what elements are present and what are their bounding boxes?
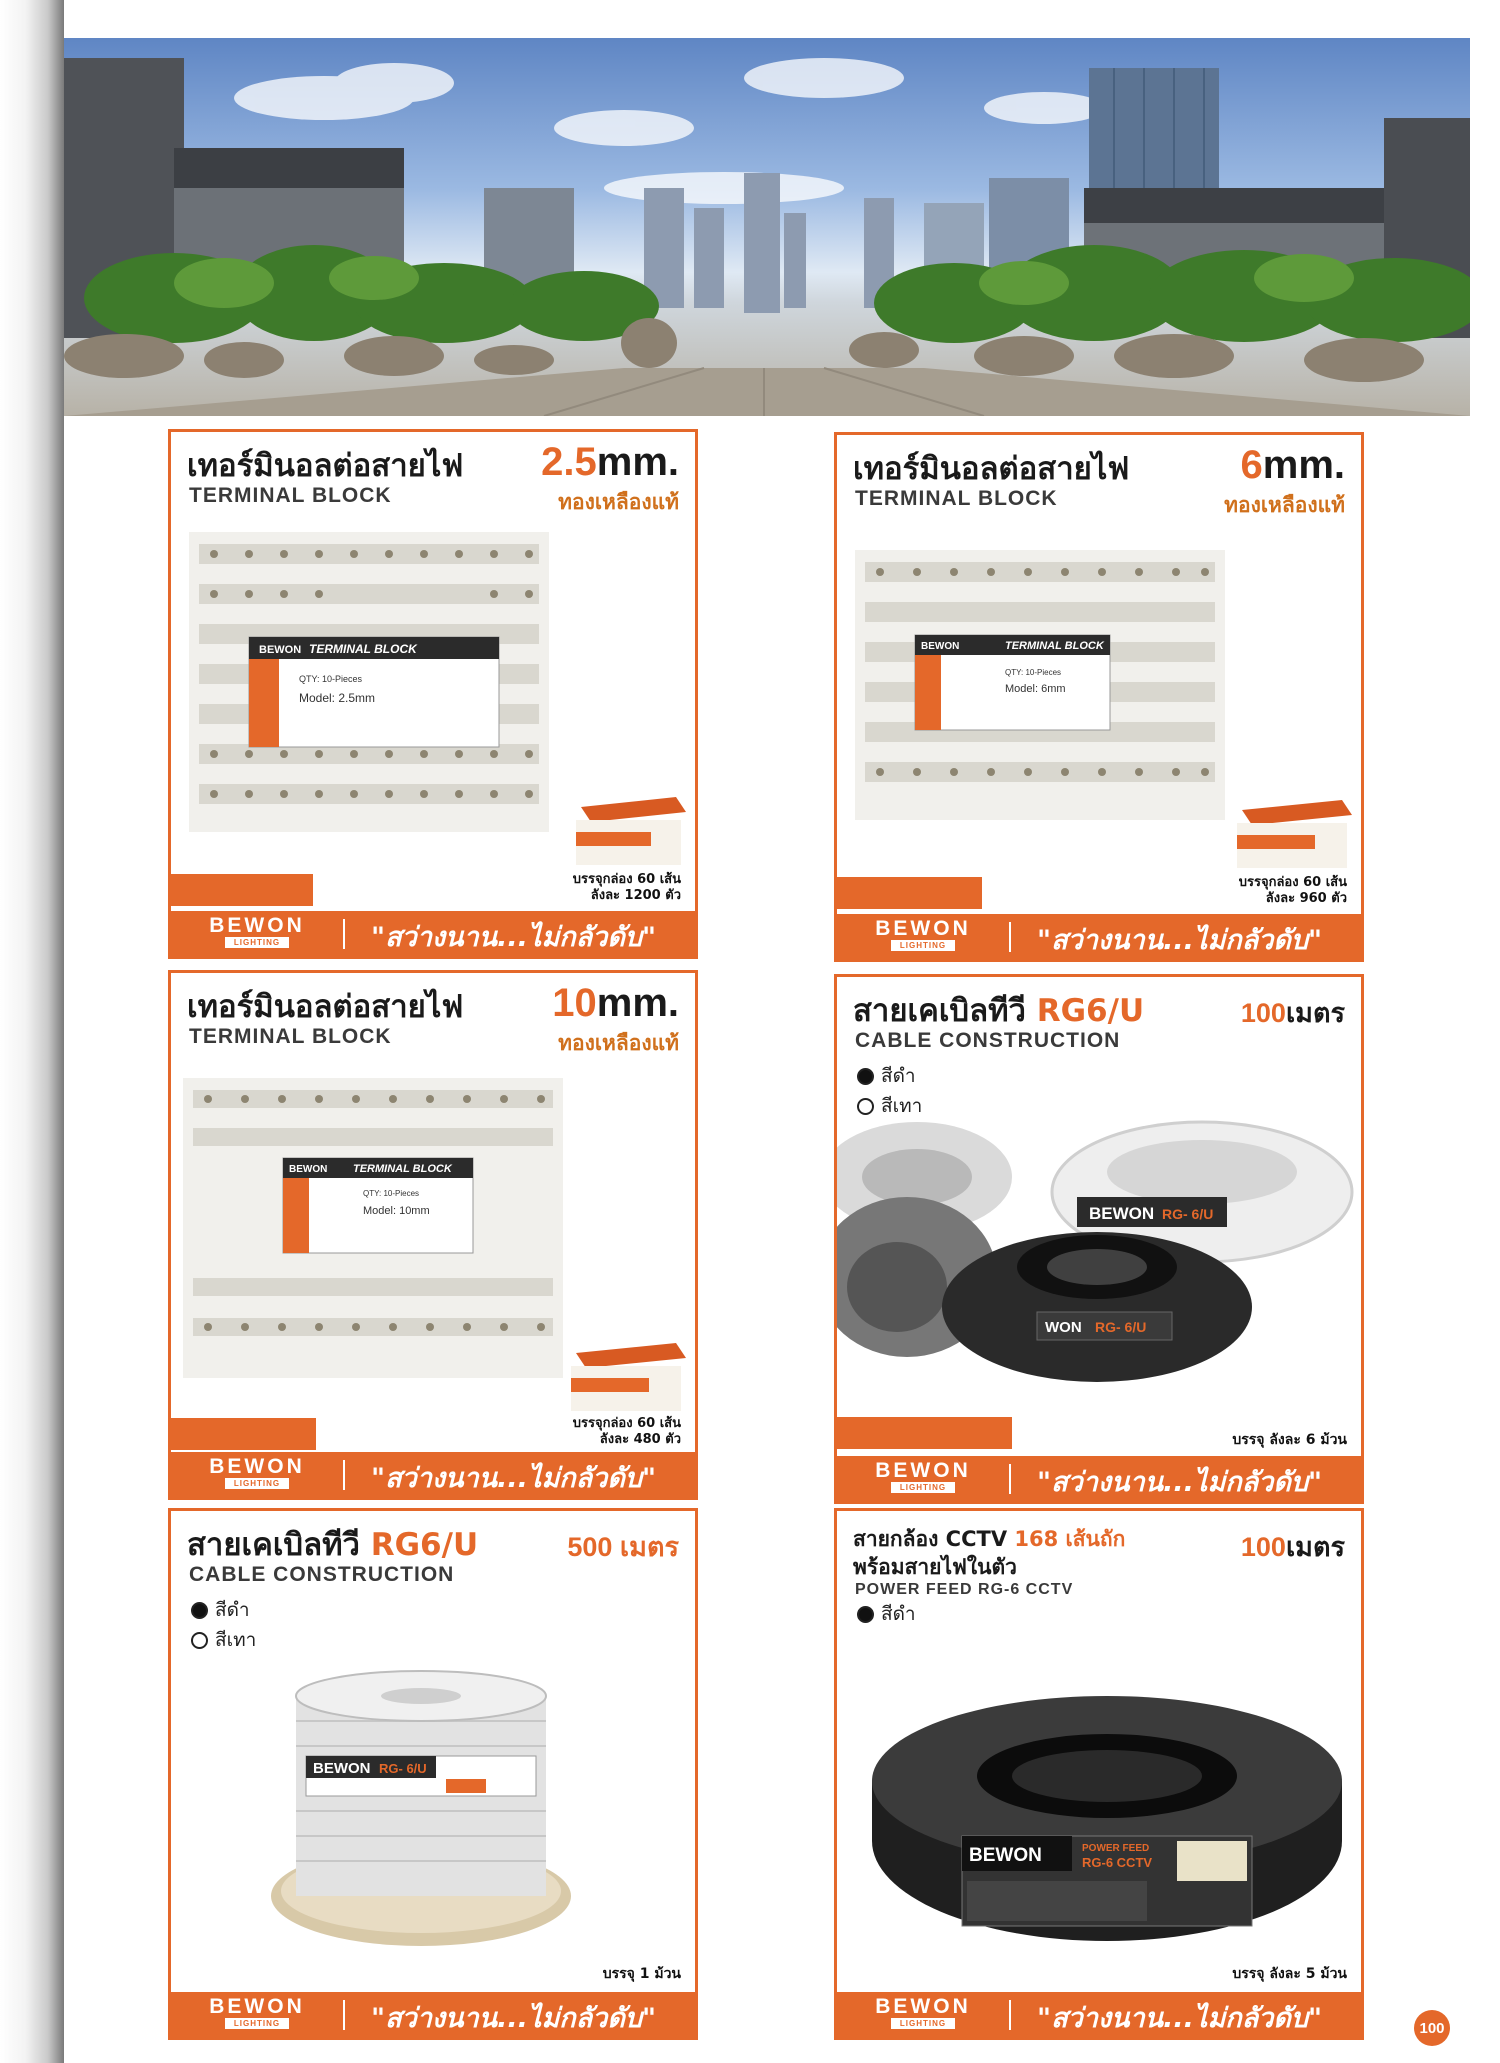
slogan: "สว่างนาน...ไม่กลัวดับ": [371, 1463, 657, 1494]
product-card-cctv-100m[interactable]: [834, 1508, 1364, 2040]
black-dot-icon: [857, 1606, 874, 1623]
divider: [1009, 922, 1011, 952]
card-footer: [837, 1456, 1361, 1501]
product-title-en: POWER FEED RG-6 CCTV: [855, 1581, 1074, 1598]
color-options: สีดำ สีเทา: [191, 1595, 256, 1655]
packaging-info: บรรจุกล่อง 60 เส้น ลังละ 480 ตัว: [572, 1416, 681, 1447]
svg-text:POWER FEED: POWER FEED: [1082, 1843, 1150, 1854]
color-options: สีดำ: [857, 1599, 916, 1629]
divider: [1009, 1464, 1011, 1494]
card-footer: [171, 1992, 695, 2037]
svg-text:TERMINAL BLOCK: TERMINAL BLOCK: [353, 1163, 452, 1175]
svg-text:QTY: 10-Pieces: QTY: 10-Pieces: [1005, 668, 1062, 677]
accent-tab: [837, 877, 982, 909]
divider: [343, 1460, 345, 1490]
product-photo-cctv-reel: [867, 1691, 1347, 1951]
product-title-en: TERMINAL BLOCK: [189, 484, 392, 507]
slogan: "สว่างนาน...ไม่กลัวดับ": [371, 922, 657, 953]
product-title-th: สายเคเบิลทีวี RG6/U: [853, 993, 1145, 1029]
product-box-photo: [566, 1338, 686, 1413]
packaging-info: บรรจุ ลังละ 5 ม้วน: [1232, 1966, 1347, 1982]
product-length: 100เมตร: [1240, 998, 1345, 1028]
product-length: 100เมตร: [1240, 1532, 1345, 1562]
product-material: ทองเหลืองแท้: [1224, 493, 1345, 517]
slogan: "สว่างนาน...ไม่กลัวดับ": [1037, 1467, 1323, 1498]
product-photo-terminal-block: [189, 532, 549, 832]
svg-text:BEWON: BEWON: [1089, 1204, 1155, 1223]
svg-text:RG- 6/U: RG- 6/U: [379, 1761, 427, 1776]
black-dot-icon: [857, 1068, 874, 1085]
slogan: "สว่างนาน...ไม่กลัวดับ": [371, 2003, 657, 2034]
svg-text:BEWON: BEWON: [969, 1845, 1042, 1866]
grey-dot-icon: [191, 1632, 208, 1649]
bewon-logo: BEWON LIGHTING: [209, 1455, 305, 1488]
packaging-info: บรรจุ 1 ม้วน: [602, 1966, 681, 1982]
divider: [343, 2000, 345, 2030]
product-card-rg6-500m[interactable]: [168, 1508, 698, 2040]
svg-text:BEWON: BEWON: [313, 1760, 371, 1777]
black-dot-icon: [191, 1602, 208, 1619]
product-material: ทองเหลืองแท้: [558, 490, 679, 514]
product-card-terminal-6mm[interactable]: [834, 432, 1364, 962]
svg-text:QTY: 10-Pieces: QTY: 10-Pieces: [363, 1189, 420, 1198]
product-photo-cable-spool: [261, 1661, 581, 1951]
slogan: "สว่างนาน...ไม่กลัวดับ": [1037, 2003, 1323, 2034]
bewon-logo: BEWON LIGHTING: [875, 1995, 971, 2028]
product-title-th: เทอร์มินอลต่อสายไฟ: [187, 448, 464, 484]
card-footer: [171, 1452, 695, 1497]
svg-text:Model: 10mm: Model: 10mm: [363, 1205, 430, 1217]
svg-text:BEWON: BEWON: [289, 1164, 328, 1175]
bewon-logo: BEWON LIGHTING: [209, 914, 305, 947]
svg-text:RG- 6/U: RG- 6/U: [1095, 1319, 1147, 1335]
hero-city-image: [64, 38, 1470, 416]
product-box-photo: [1232, 795, 1352, 870]
product-length: 500 เมตร: [567, 1532, 679, 1562]
page-spine-shadow: [0, 0, 64, 2063]
packaging-info: บรรจุ ลังละ 6 ม้วน: [1232, 1432, 1347, 1448]
card-footer: [171, 911, 695, 956]
product-title-th: เทอร์มินอลต่อสายไฟ: [187, 989, 464, 1025]
product-card-terminal-2-5mm[interactable]: [168, 429, 698, 959]
bewon-logo: BEWON LIGHTING: [875, 1459, 971, 1492]
product-material: ทองเหลืองแท้: [558, 1031, 679, 1055]
product-title-th-line2: พร้อมสายไฟในตัว: [853, 1555, 1017, 1579]
product-size: 2.5mm.: [541, 440, 679, 484]
color-options: สีดำ สีเทา: [857, 1061, 922, 1121]
packaging-info: บรรจุกล่อง 60 เส้น ลังละ 1200 ตัว: [572, 872, 681, 903]
svg-text:WON: WON: [1045, 1319, 1082, 1336]
divider: [1009, 2000, 1011, 2030]
product-title-th: สายกล้อง CCTV 168 เส้นถัก: [853, 1527, 1126, 1551]
card-footer: [837, 914, 1361, 959]
accent-tab: [837, 1417, 1012, 1449]
bewon-logo: BEWON LIGHTING: [875, 917, 971, 950]
svg-text:RG- 6/U: RG- 6/U: [1162, 1206, 1214, 1222]
card-footer: [837, 1992, 1361, 2037]
svg-text:Model: 2.5mm: Model: 2.5mm: [299, 691, 376, 705]
svg-text:BEWON: BEWON: [921, 641, 960, 652]
product-photo-cable-reels: [837, 1097, 1362, 1387]
product-title-th: เทอร์มินอลต่อสายไฟ: [853, 451, 1130, 487]
svg-text:QTY: 10-Pieces: QTY: 10-Pieces: [299, 674, 363, 684]
svg-text:TERMINAL BLOCK: TERMINAL BLOCK: [309, 642, 417, 656]
product-card-terminal-10mm[interactable]: [168, 970, 698, 1500]
product-box-photo: [571, 792, 686, 867]
svg-text:RG-6 CCTV: RG-6 CCTV: [1082, 1855, 1153, 1870]
svg-text:BEWON: BEWON: [259, 644, 302, 656]
product-title-en: CABLE CONSTRUCTION: [189, 1563, 455, 1586]
page-number: 100: [1414, 2010, 1450, 2046]
product-size: 10mm.: [552, 981, 679, 1025]
product-title-en: TERMINAL BLOCK: [189, 1025, 392, 1048]
product-card-rg6-100m[interactable]: [834, 974, 1364, 1504]
bewon-logo: BEWON LIGHTING: [209, 1995, 305, 2028]
product-photo-terminal-block: [855, 550, 1225, 820]
slogan: "สว่างนาน...ไม่กลัวดับ": [1037, 925, 1323, 956]
product-title-th: สายเคเบิลทีวี RG6/U: [187, 1527, 479, 1563]
divider: [343, 919, 345, 949]
product-title-en: TERMINAL BLOCK: [855, 487, 1058, 510]
product-photo-terminal-block: [183, 1078, 563, 1378]
svg-text:Model: 6mm: Model: 6mm: [1005, 683, 1066, 695]
svg-text:TERMINAL BLOCK: TERMINAL BLOCK: [1005, 640, 1104, 652]
packaging-info: บรรจุกล่อง 60 เส้น ลังละ 960 ตัว: [1238, 875, 1347, 906]
accent-tab: [171, 874, 313, 906]
product-title-en: CABLE CONSTRUCTION: [855, 1029, 1121, 1052]
accent-tab: [171, 1418, 316, 1450]
product-size: 6mm.: [1240, 443, 1345, 487]
